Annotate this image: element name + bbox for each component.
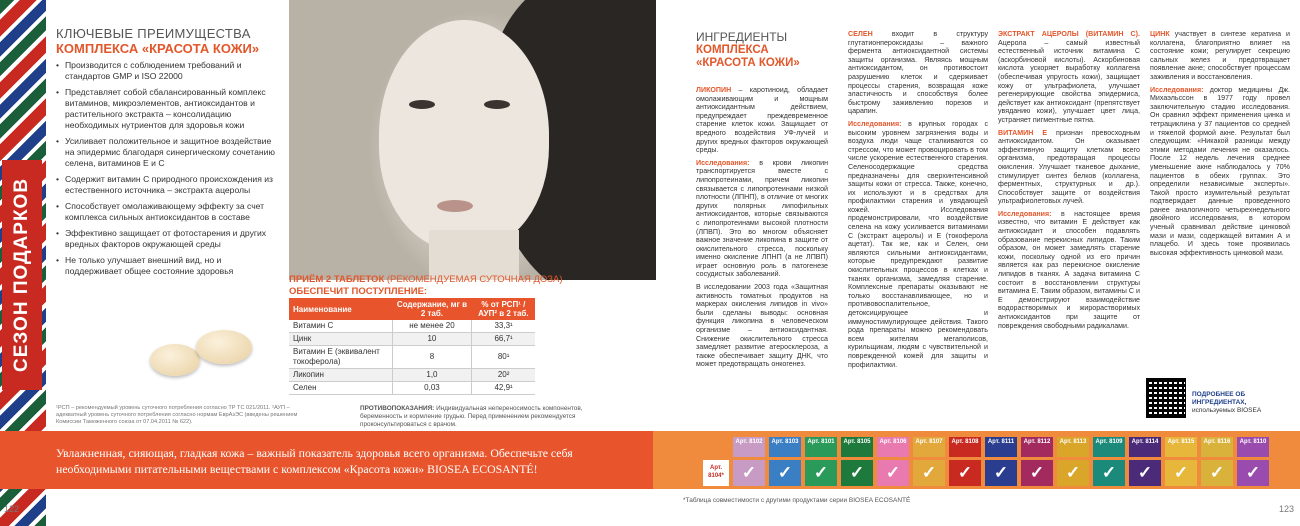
- ingredient-text: признан превосходным антиоксидантом. Он оказывает эффективную защиту клеткам всего организма, предотвращая процессы окисления. Улучшает тканевое дыхание, стимулирует синтез белков (коллагена, ферментных, структурных и др.). Способствует защите от воздействия ультрафиолетовых лучей.: [998, 128, 1140, 206]
- ingredient-text: в настоящее время известно, что витамин Е действует как антиоксидант и способен подавлять образование перекисных липидов. Таким образом, он может замедлять старение кожи, поскольку одной из его причин является как раз перекисное окисление липидов в тканях. А задача витамина С состоит в восстановлении структуры витамина Е. Таким образом, витамины С и Е демонстрируют взаимодействие водорастворимых и жирорастворимых антиоксидантов при защите от повреждения свободными радикалами.: [998, 209, 1140, 330]
- dose-cell: Цинк: [289, 333, 392, 346]
- ingredient-heading: ЭКСТРАКТ АЦЕРОЛЫ (ВИТАМИН С).: [998, 30, 1140, 38]
- check-icon: ✓: [1021, 460, 1053, 486]
- dose-header: Наименование: [289, 298, 392, 320]
- benefit-item: • Представляет собой сбалансированный комплекс витаминов, микроэлементов, антиоксидантов и растительного экстракта – консолидацию необходимых нутриентов для здоровья кожи: [56, 87, 280, 131]
- article-cell: Арт. 8102: [733, 437, 765, 457]
- benefit-item: • Не только улучшает внешний вид, но и поддерживает общее состояние здоровья: [56, 255, 280, 277]
- dose-cell: 20²: [472, 369, 535, 382]
- dose-cell: не менее 20: [392, 320, 472, 333]
- benefit-item: • Эффективно защищает от фотостарения и других вредных факторов окружающей среды: [56, 228, 280, 250]
- ingredient-heading: Исследования:: [696, 158, 750, 167]
- ingredient-heading: Исследования:: [848, 119, 902, 128]
- dose-cell: Витамин С: [289, 320, 392, 333]
- dose-table: [289, 298, 535, 395]
- article-cell: Арт. 8112: [1021, 437, 1053, 457]
- check-icon: ✓: [1129, 460, 1161, 486]
- row-label: Арт. 8104*: [703, 460, 729, 486]
- check-icon: ✓: [805, 460, 837, 486]
- page-number-right: 123: [1278, 504, 1294, 514]
- ingredients-subtitle: КОМПЛЕКСА «КРАСОТА КОЖИ»: [696, 44, 800, 69]
- dose-cell: Селен: [289, 382, 392, 395]
- article-cell: Арт. 8107: [913, 437, 945, 457]
- benefits-list: [56, 60, 280, 282]
- dose-cell: 66,7¹: [472, 333, 535, 346]
- dose-row: [289, 333, 535, 346]
- ingredient-text: Ацерола – самый известный естественный источник витамина С (аскорбиновой кислоты). Аскорбиновая кислота ускоряет выработку коллагена (обеспечивая упругость кожи), защищает кожу от ультрафиолета, улучшает регенерирующие свойства эпидермиса, действует как антиоксидант (препятствует увяданию кожи), улучшает цвет лица, устраняет пигментные пятна.: [998, 38, 1140, 124]
- check-icon: ✓: [1093, 460, 1125, 486]
- dose-row: [289, 346, 535, 369]
- ingredient-paragraph: [1150, 30, 1290, 82]
- ingredient-paragraph: [998, 129, 1140, 206]
- contra-text: Индивидуальная непереносимость компонентов, беременность и кормление грудью. Перед применением рекомендуется проконсультироваться с врачом.: [360, 405, 583, 428]
- dose-row: [289, 382, 535, 395]
- benefit-item: • Способствует омолаживающему эффекту за счет комплекса сильных антиоксидантов в составе: [56, 201, 280, 223]
- tablets-image: [150, 330, 260, 378]
- ingredient-text: В исследовании 2003 года «Защитная активность томатных продуктов на маркерах окисления липидов in vivo» были сделаны выводы: основная функция ликопина в человеческом организме – антиоксидантная. Снижение окислительного стресса замедляет развитие атеросклероза, а также обеспечивает защиту ДНК, что может предотвращать онкогенез.: [696, 283, 828, 369]
- article-cell: Арт. 8113: [1057, 437, 1089, 457]
- dose-header: % от РСП¹ / АУП² в 2 таб.: [472, 298, 535, 320]
- article-cell: Арт. 8106: [877, 437, 909, 457]
- dose-cell: 80¹: [472, 346, 535, 369]
- portrait-photo: [289, 0, 656, 280]
- dose-title-normal: (РЕКОМЕНДУЕМАЯ СУТОЧНАЯ ДОЗА): [384, 274, 563, 285]
- benefit-item: • Содержит витамин С природного происхождения из естественного источника – экстракта ацеролы: [56, 174, 280, 196]
- ingredient-column-1: [696, 86, 828, 373]
- ingredient-text: – каротиноид, обладает омолаживающим и мощным антиоксидантным действием, предупреждает преждевременное старение клеток кожи. Защищает от вредного воздействия УФ-лучей и других вредных факторов окружающей среды.: [696, 86, 828, 155]
- ingredient-column-2: [848, 30, 988, 373]
- ingredient-paragraph: [696, 86, 828, 155]
- ingredient-column-3: [998, 30, 1140, 334]
- footnote: ¹РСП – рекомендуемый уровень суточного потребления согласно ТР ТС 021/2011. ²АУП – адекватный уровень суточного потребления согласно нормам ЕврАзЭС (введены решением Комиссии Таможенного союза от 07.04.2011 № 622).: [56, 405, 298, 425]
- benefits-subtitle: КОМПЛЕКСА «КРАСОТА КОЖИ»: [56, 41, 260, 56]
- article-cell: Арт. 8114: [1129, 437, 1161, 457]
- ingredient-heading: ЦИНК: [1150, 30, 1170, 38]
- ingredient-text: в крови ликопин транспортируется вместе с липопротеинами, причем ликопин связывается с липопротеинами низкой плотности (ЛПНП), в отличие от многих других полярных липофильных антиоксидантов, которые связываются с липопротеинами высокой плотности (ЛПВП). Это во многом объясняет важное значение ликопина в защите от окислительного стресса, поскольку именно окисление ЛПНП (а не ЛПВП) играет основную роль в патогенезе сосудистых заболеваний.: [696, 158, 828, 279]
- dose-title: [289, 274, 619, 298]
- check-icon: ✓: [1201, 460, 1233, 486]
- banner-text: Увлажненная, сияющая, гладкая кожа – важный показатель здоровья всего организма. Обеспечьте себя необходимыми питательными веществами с комплексом «Красота кожи» BIOSEA ECOSANTÉ!: [56, 446, 573, 476]
- check-icon: ✓: [1057, 460, 1089, 486]
- ingredient-text: участвует в синтезе кератина и коллагена, благоприятно влияет на состояние кожи; регулирует секрецию сальных желез и предотвращает появление акне; способствует процессам заживления и восстановления.: [1150, 30, 1290, 81]
- ingredient-paragraph: [696, 159, 828, 279]
- ingredient-paragraph: [696, 283, 828, 369]
- ingredient-text: доктор медицины Дж. Михаэльссон в 1977 году провел заключительную стадию исследования. Он сравнил эффект применения цинка и тетрациклина у 37 пациентов со средней и тяжелой формой акне. Результат был следующим: «Никакой разницы между этими методами лечения не оказалось. После 12 недель лечения среднее уменьшение акне наблюдалось у 70% пациентов в обеих группах. Это определили независимые эксперты». Такой просто изумительный результат подтверждает данные проведенного ранее аналогичного четырехнедельного двойного исследования, в котором ученый сравнивал действие цинковой мази и мази, содержащей витамин А и плацебо. И здесь тоже проявилась высокая эффективность цинковой мази.: [1150, 85, 1290, 257]
- qr-caption-bold: ПОДРОБНЕЕ ОБ ИНГРЕДИЕНТАХ,: [1192, 391, 1247, 406]
- dose-cell: 33,3¹: [472, 320, 535, 333]
- ingredient-heading: Исследования:: [1150, 85, 1204, 94]
- qr-caption-text: используемых BIOSEA: [1192, 407, 1262, 414]
- article-cell: Арт. 8103: [769, 437, 801, 457]
- compatibility-table: [703, 437, 1293, 492]
- benefit-item: • Производится с соблюдением требований и стандартов GMP и ISO 22000: [56, 60, 280, 82]
- dose-title-bold: ПРИЁМ 2 ТАБЛЕТОК: [289, 274, 385, 285]
- check-icon: ✓: [733, 460, 765, 486]
- compat-note: *Таблица совместимости с другими продуктами серии BIOSEA ECOSANTÉ: [683, 497, 911, 504]
- article-cell: Арт. 8109: [1093, 437, 1125, 457]
- check-icon: ✓: [877, 460, 909, 486]
- ingredient-paragraph: [998, 210, 1140, 330]
- dose-cell: 42,9¹: [472, 382, 535, 395]
- dose-row: [289, 320, 535, 333]
- check-icon: ✓: [841, 460, 873, 486]
- article-cell: Арт. 8116: [1201, 437, 1233, 457]
- benefit-item: • Усиливает положительное и защитное воздействие на эпидермис благодаря синергическому сочетанию селена, витаминов Е и С: [56, 136, 280, 169]
- benefits-title: КЛЮЧЕВЫЕ ПРЕИМУЩЕСТВА: [56, 26, 251, 41]
- ingredient-text: в крупных городах с высоким уровнем загрязнения воды и воздуха люди чаще сталкиваются со стрессом, что может провоцировать в том числе ускорение естественного старения. Селеносодержащие средства предназначены для сверхинтенсивной защиты кожи от стресса. Также, конечно, их используют и в средствах для профилактики старения и увядающей кожей. Исследования продемонстрировали, что воздействие селена на кожу усиливается витаминами С (экстракт ацеролы) и Е (токоферола ацетат). Так же, как и Селен, они являются сильными антиоксидантами, которые предупреждают развитие окислительных процессов в клетках и тканях организма, замедляя старение. Комплексные препараты оказывают не только восстанавливающее, но и противовоспалительное, детоксицирующее и иммуностимулирующее действия. Такого рода препараты можно рекомендовать всем жителям мегаполисов, курильщикам, людям с чувствительной и поврежденной кожей для защиты и профилактики.: [848, 119, 988, 369]
- contraindications: [360, 405, 610, 429]
- check-icon: ✓: [769, 460, 801, 486]
- article-cell: Арт. 8111: [985, 437, 1017, 457]
- dose-row: [289, 369, 535, 382]
- page-number-left: 122: [4, 504, 20, 514]
- ingredient-heading: СЕЛЕН: [848, 30, 873, 38]
- spine-label: СЕЗОН ПОДАРКОВ: [2, 160, 42, 390]
- ingredient-heading: ЛИКОПИН: [696, 86, 732, 94]
- ingredient-heading: ВИТАМИН Е: [998, 128, 1048, 137]
- dose-cell: 0,03: [392, 382, 472, 395]
- check-icon: ✓: [1165, 460, 1197, 486]
- ingredient-paragraph: [848, 120, 988, 369]
- ingredient-heading: Исследования:: [998, 209, 1052, 218]
- ingredient-paragraph: [998, 30, 1140, 125]
- dose-title-line2: ОБЕСПЕЧИТ ПОСТУПЛЕНИЕ:: [289, 286, 428, 297]
- ingredient-paragraph: [848, 30, 988, 116]
- ingredient-paragraph: [1150, 86, 1290, 258]
- dose-cell: 1,0: [392, 369, 472, 382]
- ingredients-title: ИНГРЕДИЕНТЫ: [696, 30, 788, 44]
- qr-caption: [1192, 391, 1282, 415]
- article-cell: Арт. 8101: [805, 437, 837, 457]
- dose-cell: Витамин Е (эквивалент токоферола): [289, 346, 392, 369]
- ingredient-text: входит в структуру глутатионпероксидазы – важного фермента антиоксидантной системы защиты организма. Являясь мощным антиоксидантом, он противостоит разрушению клеток и сдерживает процессы старения, возвращая коже эластичность и способствуя более быстрому заживлению порезов и царапин.: [848, 30, 988, 116]
- article-cell: Арт. 8110: [1237, 437, 1269, 457]
- qr-code[interactable]: [1146, 378, 1186, 418]
- check-icon: ✓: [913, 460, 945, 486]
- article-cell: Арт. 8115: [1165, 437, 1197, 457]
- dose-header: Содержание, мг в 2 таб.: [392, 298, 472, 320]
- dose-cell: 10: [392, 333, 472, 346]
- dose-cell: Ликопин: [289, 369, 392, 382]
- check-icon: ✓: [985, 460, 1017, 486]
- check-icon: ✓: [1237, 460, 1269, 486]
- contra-label: ПРОТИВОПОКАЗАНИЯ:: [360, 405, 435, 412]
- ingredient-column-4: [1150, 30, 1290, 261]
- article-cell: Арт. 8105: [841, 437, 873, 457]
- article-cell: Арт. 8108: [949, 437, 981, 457]
- dose-cell: 8: [392, 346, 472, 369]
- check-icon: ✓: [949, 460, 981, 486]
